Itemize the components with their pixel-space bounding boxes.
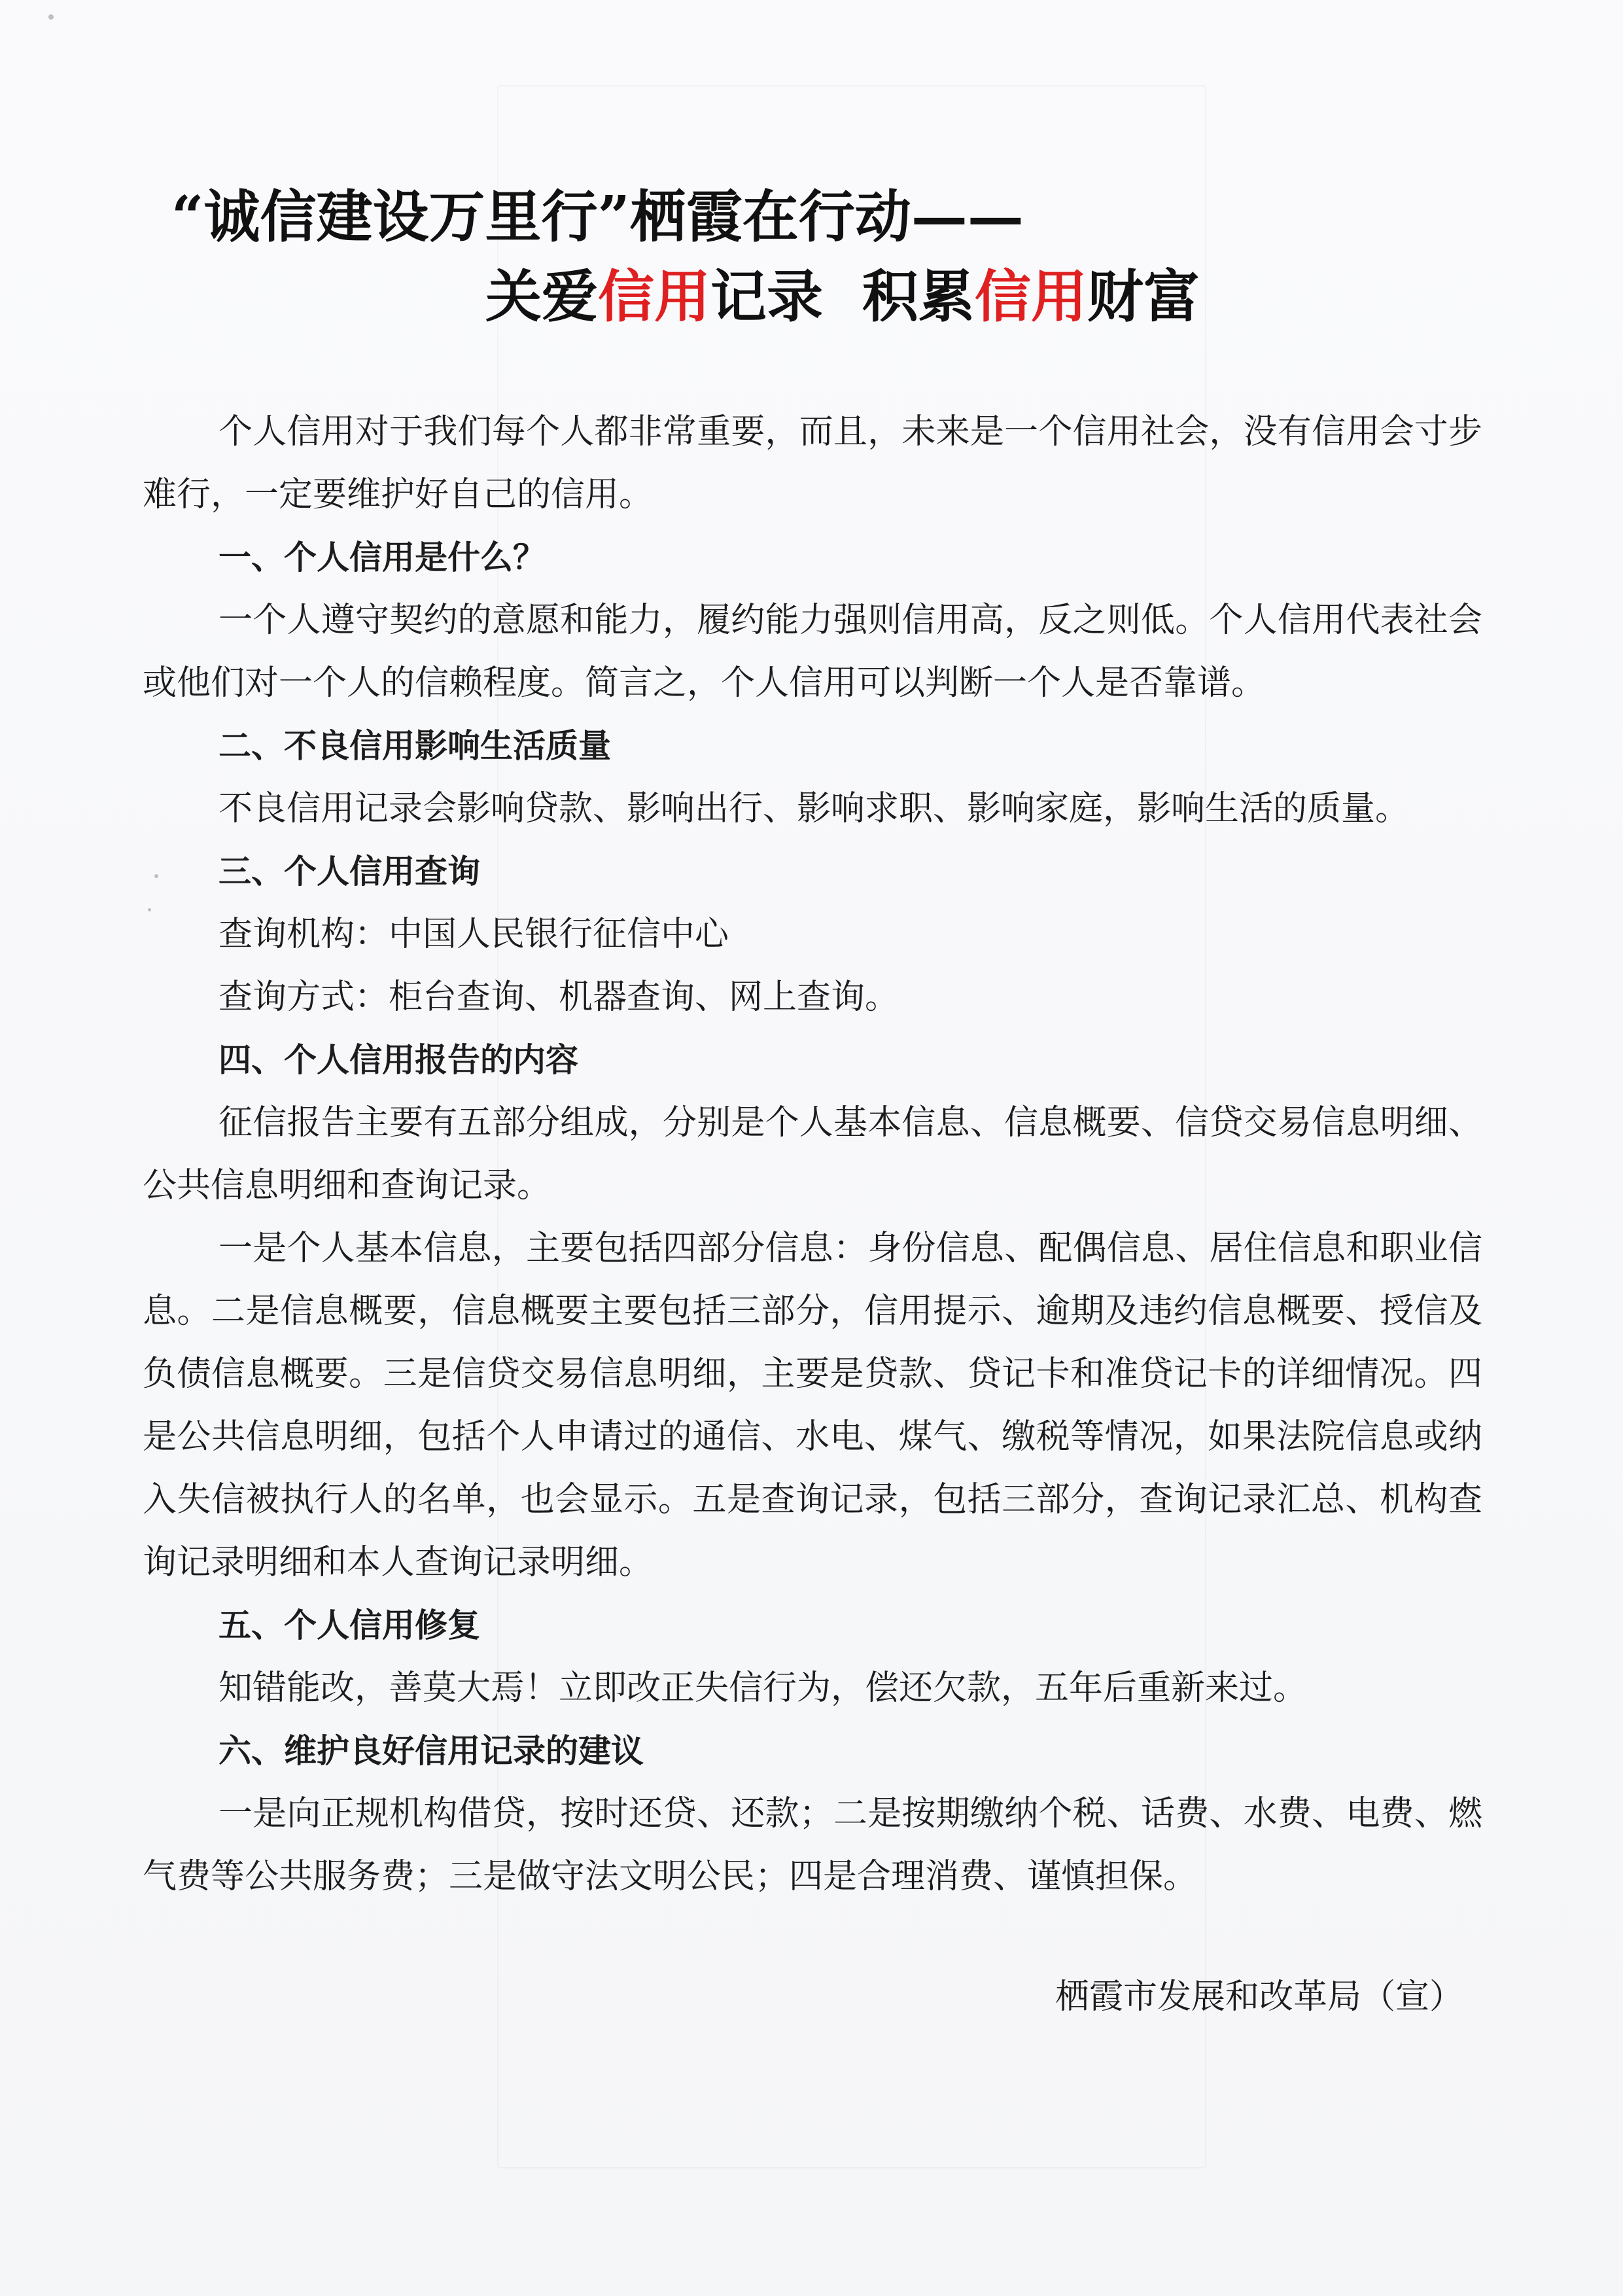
document-title-line-1: “诚信建设万里行”栖霞在行动—— bbox=[171, 184, 1024, 250]
section-heading: 一、个人信用是什么？ bbox=[218, 539, 546, 576]
section-paragraph: 一是向正规机构借贷，按时还贷、还款；二是按期缴纳个税、话费、水费、电费、燃气费等公共服务费；三是做守法文明公民；四是合理消费、谨慎担保。 bbox=[143, 1794, 1482, 1896]
section-paragraph: 一是个人基本信息，主要包括四部分信息：身份信息、配偶信息、居住信息和职业信息。二是信息概要，信息概要主要包括三部分，信用提示、逾期及违约信息概要、授信及负债信息概要。三是信贷交易信息明细，主要是贷款、贷记卡和准贷记卡的详细情况。四是公共信息明细，包括个人申请过的通信、水电、煤气、缴税等情况，如果法院信息或纳入失信被执行人的名单，也会显示。五是查询记录，包括三部分，查询记录汇总、机构查询记录明细和本人查询记录明细。 bbox=[143, 1229, 1482, 1582]
title-text: 财富 bbox=[1087, 264, 1200, 330]
document-title-line-2 bbox=[485, 264, 1200, 330]
section-heading: 四、个人信用报告的内容 bbox=[218, 1041, 578, 1079]
section-paragraph: 不良信用记录会影响贷款、影响出行、影响求职、影响家庭，影响生活的质量。 bbox=[218, 789, 1410, 828]
section-heading: 五、个人信用修复 bbox=[218, 1606, 480, 1644]
title-text: 记录 积累 bbox=[710, 264, 975, 330]
query-institution-line: 查询机构：中国人民银行征信中心 bbox=[218, 915, 729, 954]
section-paragraph: 一个人遵守契约的意愿和能力，履约能力强则信用高，反之则低。个人信用代表社会或他们对一个人的信赖程度。简言之，个人信用可以判断一个人是否靠谱。 bbox=[143, 601, 1482, 703]
title-highlight: 信用 bbox=[974, 264, 1087, 330]
section-paragraph: 征信报告主要有五部分组成，分别是个人基本信息、信息概要、信贷交易信息明细、公共信息明细和查询记录。 bbox=[143, 1103, 1482, 1205]
query-method-line: 查询方式：柜台查询、机器查询、网上查询。 bbox=[218, 978, 899, 1017]
section-paragraph: 知错能改，善莫大焉！立即改正失信行为，偿还欠款，五年后重新来过。 bbox=[218, 1669, 1308, 1708]
issuer-signature: 栖霞市发展和改革局（宣） bbox=[1055, 1977, 1463, 2017]
scan-speck bbox=[48, 14, 54, 20]
section-heading: 六、维护良好信用记录的建议 bbox=[218, 1732, 644, 1770]
title-highlight: 信用 bbox=[598, 264, 710, 330]
document-body bbox=[143, 400, 1482, 1908]
section-heading: 三、个人信用查询 bbox=[218, 853, 480, 891]
intro-paragraph: 个人信用对于我们每个人都非常重要，而且，未来是一个信用社会，没有信用会寸步难行，一定要维护好自己的信用。 bbox=[143, 412, 1482, 514]
title-text: 关爱 bbox=[485, 264, 598, 330]
section-heading: 二、不良信用影响生活质量 bbox=[218, 727, 611, 765]
